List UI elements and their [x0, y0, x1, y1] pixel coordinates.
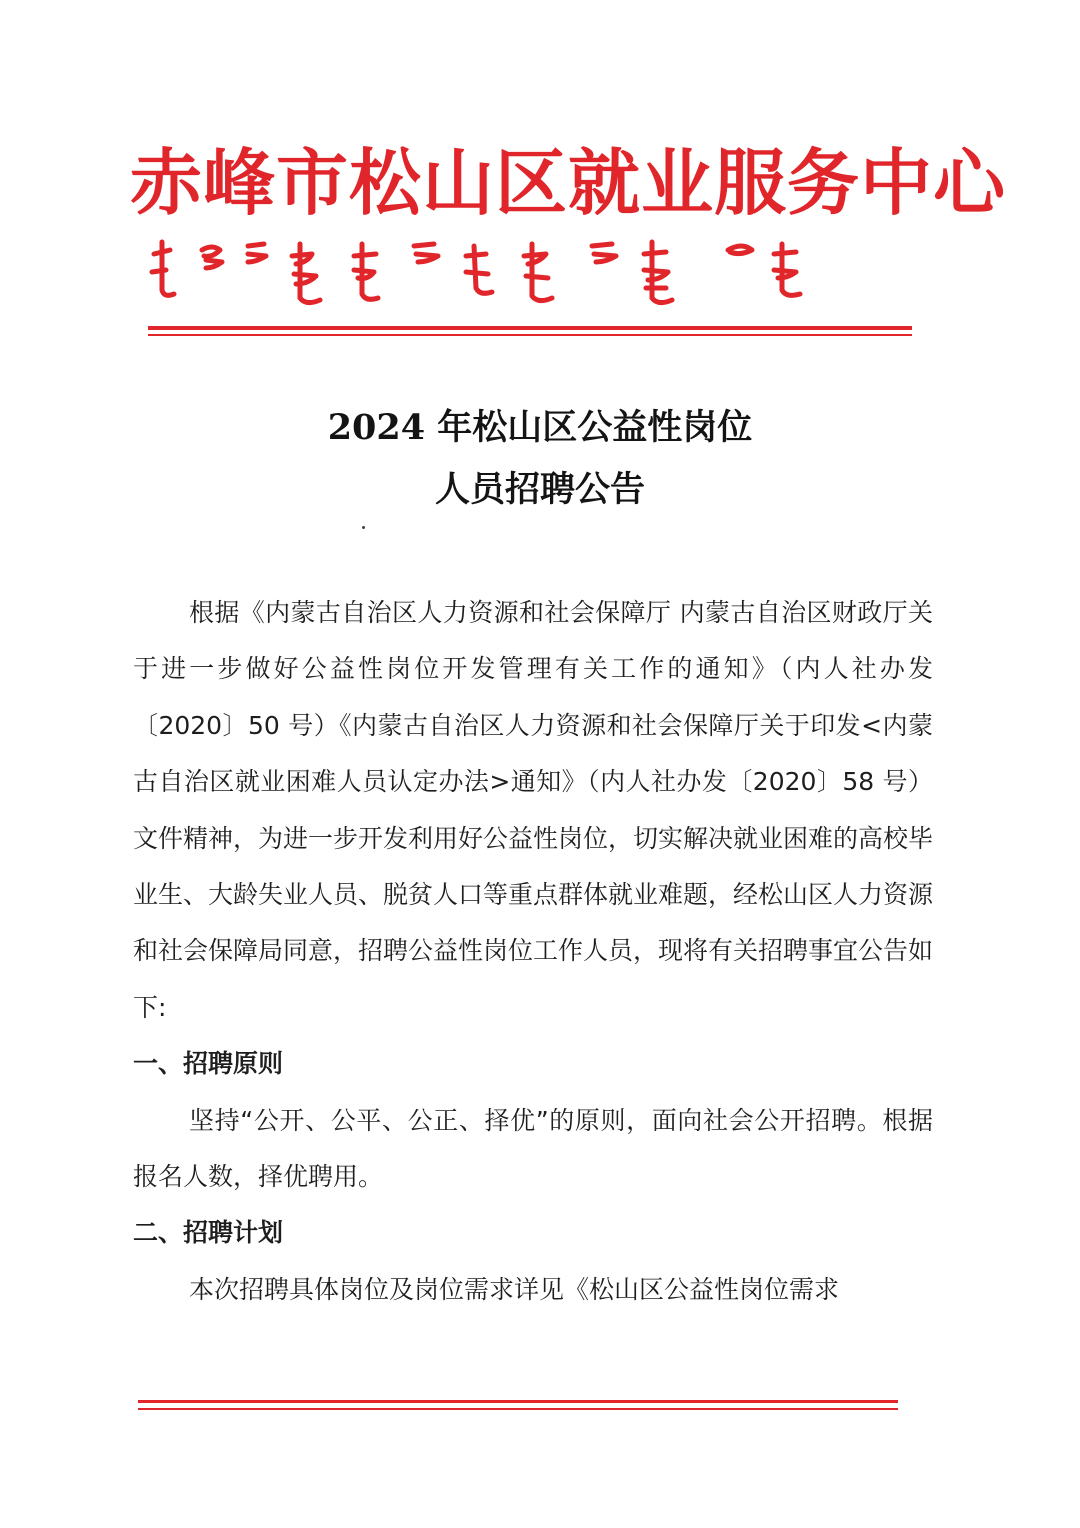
mongolian-script-name [140, 232, 920, 314]
organization-name: 赤峰市松山区就业服务中心 [130, 140, 1007, 225]
principles-paragraph: 坚持“公开、公平、公正、择优”的原则，面向社会公开招聘。根据报名人数，择优聘用。 [133, 1105, 933, 1192]
section-heading-principles: 一、招聘原则 [133, 1049, 284, 1079]
section-heading-plan: 二、招聘计划 [133, 1218, 284, 1248]
document-body [133, 585, 933, 1318]
plan-paragraph: 本次招聘具体岗位及岗位需求详见《松山区公益性岗位需求 [189, 1274, 840, 1304]
document-title-line-2: 人员招聘公告 [434, 469, 645, 510]
header-rule-thick [148, 326, 912, 330]
mongolian-script-graphic [140, 232, 920, 314]
intro-paragraph: 根据《内蒙古自治区人力资源和社会保障厅 内蒙古自治区财政厅关于进一步做好公益性岗位开发管理有关工作的通知》（内人社办发〔2020〕50 号）《内蒙古自治区人力资源和社会保障厅关于印发<内蒙古自治区就业困难人员认定办法>通知》（内人社办发〔2020〕58 号）文件精神，为进一步开发利用好公益性岗位，切实解决就业困难的高校毕业生、大龄失业人员、脱贫人口等重点群体就业难题，经松山区人力资源和社会保障局同意，招聘公益性岗位工作人员，现将有关招聘事宜公告如下: [133, 598, 934, 1022]
scan-speck [362, 526, 365, 529]
footer-rule-thick [138, 1400, 898, 1403]
footer-rule-thin [138, 1408, 898, 1410]
document-title-line-1: 2024 年松山区公益性岗位 [327, 407, 753, 448]
header-rule-thin [148, 334, 912, 336]
